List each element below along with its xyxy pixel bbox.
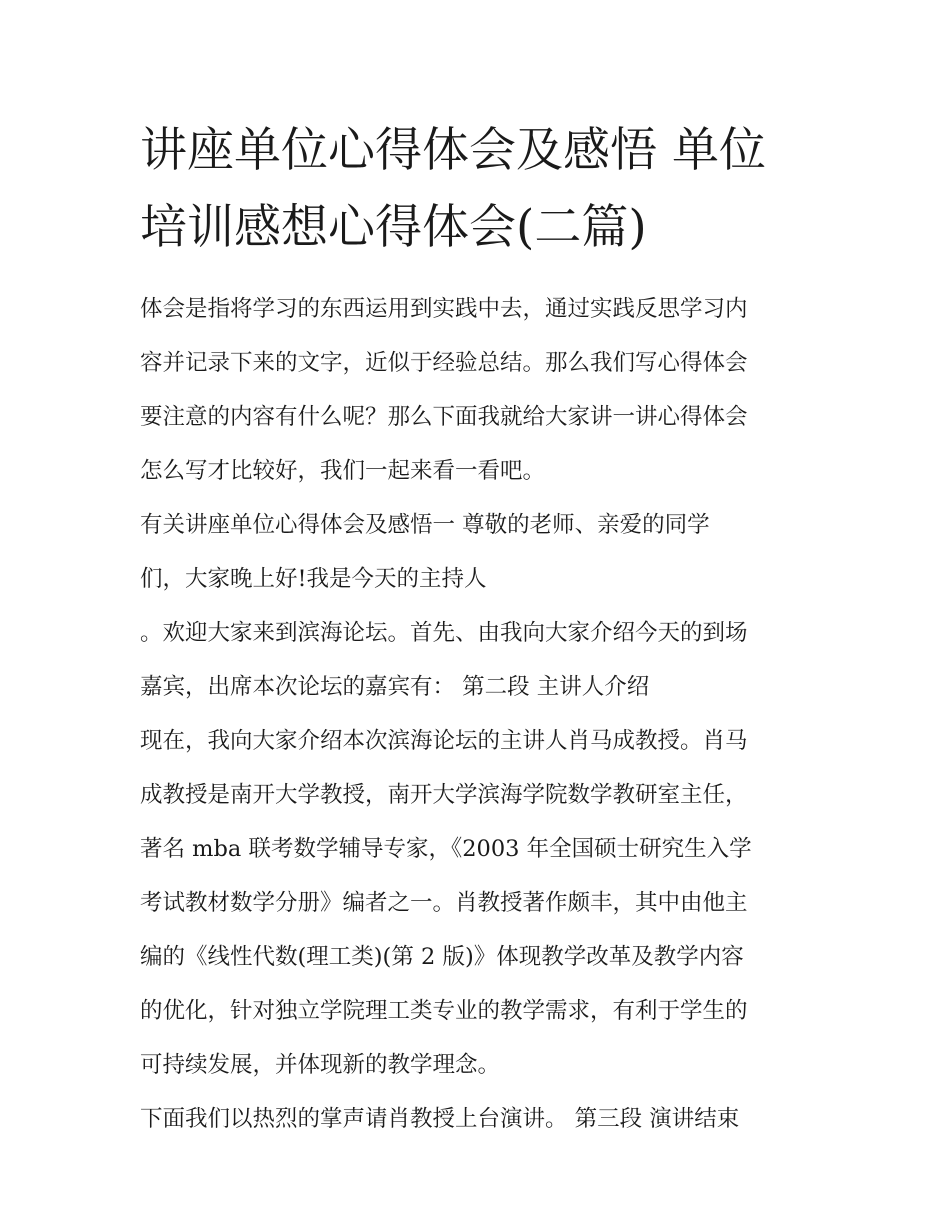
body-line: 编的《线性代数(理工类)(第 2 版)》体现教学改革及教学内容: [140, 944, 744, 970]
body-line: 体会是指将学习的东西运用到实践中去，通过实践反思学习内: [140, 296, 748, 322]
body-line: 下面我们以热烈的掌声请肖教授上台演讲。 第三段 演讲结束: [140, 1106, 740, 1132]
body-line: 现在，我向大家介绍本次滨海论坛的主讲人肖马成教授。肖马: [140, 728, 748, 754]
body-line: 可持续发展，并体现新的教学理念。: [140, 1052, 501, 1078]
body-line: 成教授是南开大学教授，南开大学滨海学院数学教研室主任，: [140, 782, 748, 808]
body-line: 。欢迎大家来到滨海论坛。首先、由我向大家介绍今天的到场: [140, 620, 748, 646]
body-line: 要注意的内容有什么呢？那么下面我就给大家讲一讲心得体会: [140, 404, 748, 430]
title-line: 培训感想心得体会(二篇): [140, 200, 647, 255]
body-line: 的优化，针对独立学院理工类专业的教学需求，有利于学生的: [140, 998, 748, 1024]
body-line: 怎么写才比较好，我们一起来看一看吧。: [140, 458, 546, 484]
body-line: 容并记录下来的文字，近似于经验总结。那么我们写心得体会: [140, 350, 748, 376]
document-body: [140, 282, 830, 1146]
body-line: 们，大家晚上好!我是今天的主持人: [140, 566, 487, 592]
body-line: 嘉宾，出席本次论坛的嘉宾有： 第二段 主讲人介绍: [140, 674, 650, 700]
title-line: 讲座单位心得体会及感悟 单位: [140, 123, 766, 178]
body-line: 有关讲座单位心得体会及感悟一 尊敬的老师、亲爱的同学: [140, 512, 710, 538]
body-line: 考试教材数学分册》编者之一。肖教授著作颇丰，其中由他主: [140, 890, 748, 916]
body-line: 著名 mba 联考数学辅导专家，《2003 年全国硕士研究生入学: [140, 836, 752, 862]
document-title: [140, 112, 820, 266]
